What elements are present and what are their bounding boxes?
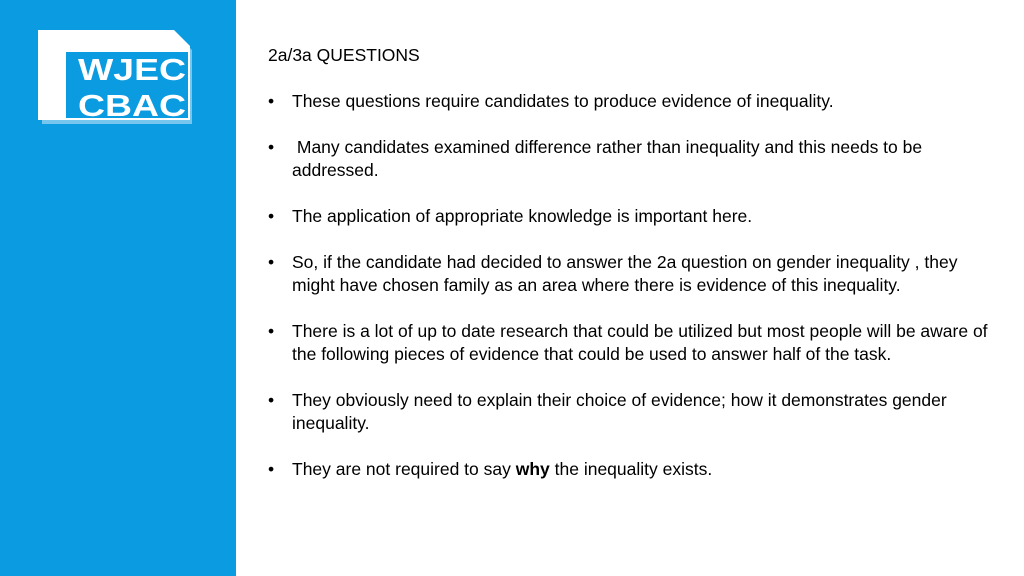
bullet-dot: •: [268, 206, 275, 226]
list-item: [268, 136, 988, 182]
list-item: [268, 458, 988, 481]
list-item-text: So, if the candidate had decided to answer the 2a question on gender inequality , they might have chosen family as an area where there is evidence of this inequality.: [292, 252, 958, 295]
sidebar-panel: [0, 0, 236, 576]
logo-text-wjec: WJEC: [78, 52, 186, 87]
wjec-cbac-logo: [38, 30, 194, 126]
list-item: [268, 205, 988, 228]
list-item-text: There is a lot of up to date research that could be utilized but most people will be aware of the following pieces of evidence that could be used to answer half of the task.: [292, 321, 988, 364]
list-item-text: They obviously need to explain their choice of evidence; how it demonstrates gender inequality.: [292, 390, 947, 433]
emphasis-why: why: [515, 459, 550, 479]
list-item-text: These questions require candidates to produce evidence of inequality.: [292, 91, 834, 111]
list-item-text-end: the inequality exists.: [549, 459, 713, 479]
bullet-dot: •: [268, 390, 275, 410]
list-item: [268, 320, 988, 366]
bullet-list: [268, 90, 988, 481]
list-item-text-start: They are not required to say: [292, 459, 516, 479]
bullet-dot: •: [268, 91, 275, 111]
logo-text-cbac: CBAC: [78, 88, 186, 123]
list-item: [268, 90, 988, 113]
list-item-text: Many candidates examined difference rather than inequality and this needs to be addressed.: [292, 137, 927, 180]
slide-content: [268, 44, 988, 504]
bullet-dot: •: [268, 321, 275, 341]
list-item-text: The application of appropriate knowledge is important here.: [292, 206, 753, 226]
bullet-dot: •: [268, 252, 275, 272]
page-title: 2a/3a QUESTIONS: [268, 45, 420, 65]
list-item: [268, 389, 988, 435]
bullet-dot: •: [268, 137, 275, 157]
list-item: [268, 251, 988, 297]
bullet-dot: •: [268, 459, 275, 479]
